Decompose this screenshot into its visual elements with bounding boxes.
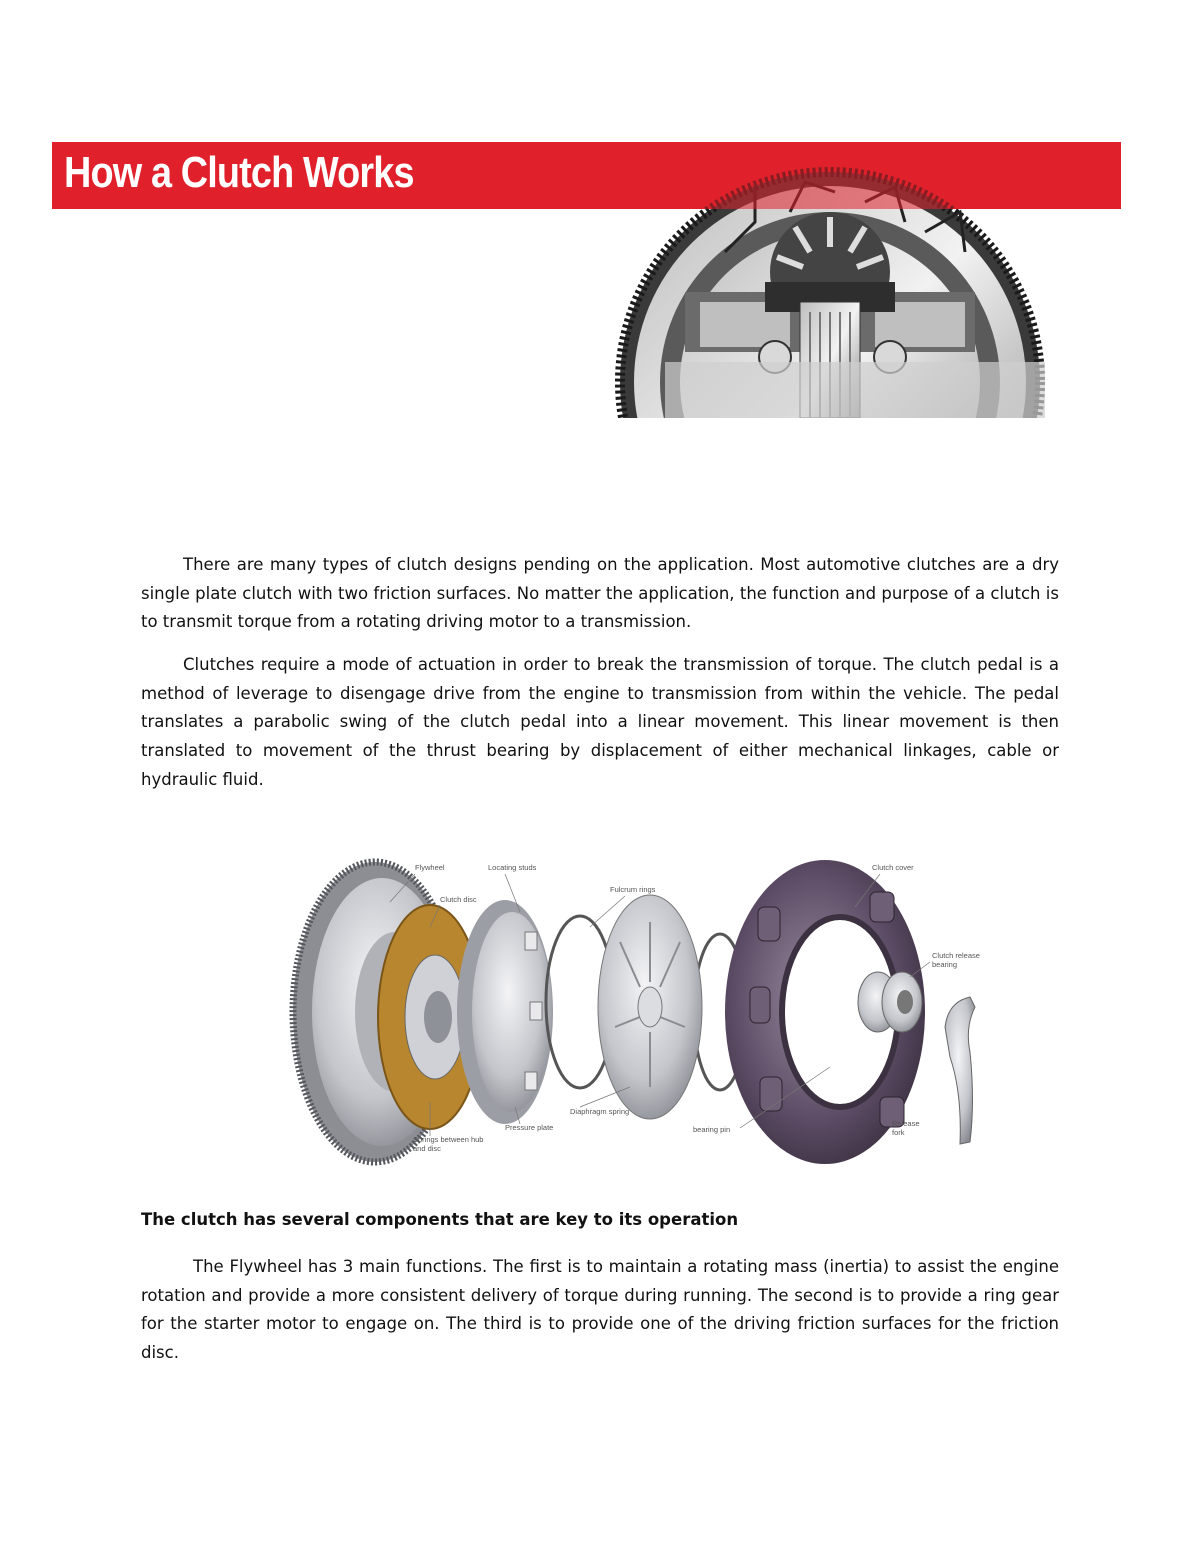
release-bearing-part <box>858 972 922 1032</box>
flywheel-paragraph <box>141 1253 1059 1368</box>
label-release-fork: Release <box>892 1119 920 1128</box>
exploded-clutch-diagram <box>280 852 1000 1172</box>
pressure-plate-part <box>457 900 553 1124</box>
label-springs-between-hub: Springs between hub <box>413 1135 484 1144</box>
label-pressure-plate: Pressure plate <box>505 1123 554 1132</box>
intro-paragraph <box>141 551 1059 637</box>
release-fork-part <box>945 997 975 1144</box>
label-bearing-pin: bearing pin <box>693 1125 731 1134</box>
intro-paragraph-text: There are many types of clutch designs pending on the application. Most automotive clutches are a dry single plate clutch with two friction surfaces. No matter the application, the function and purpose of a clutch is to transmit torque from a rotating driving motor to a transmission. <box>141 555 1059 632</box>
label-flywheel: Flywheel <box>415 863 445 872</box>
label-springs-and-disc: and disc <box>413 1144 441 1153</box>
section-heading: The clutch has several components that are key to its operation <box>141 1210 739 1229</box>
label-locating-studs: Locating studs <box>488 863 537 872</box>
label-release-fork-2: fork <box>892 1128 905 1137</box>
clutch-cutaway-illustration <box>605 142 1045 418</box>
diaphragm-spring-part <box>598 895 702 1119</box>
flywheel-paragraph-text: The Flywheel has 3 main functions. The first is to maintain a rotating mass (inertia) to assist the engine rotation and provide a more consistent delivery of torque during running. The second is to provide a ring gear for the starter motor to engage on. The third is to provide one of the driving friction surfaces for the friction disc. <box>141 1257 1059 1363</box>
label-fulcrum-rings: Fulcrum rings <box>610 885 656 894</box>
actuation-paragraph-text: Clutches require a mode of actuation in order to break the transmission of torque. The clutch pedal is a method of leverage to disengage drive from the engine to transmission from within the vehicle. The pedal translates a parabolic swing of the clutch pedal into a linear movement. This linear movement is then translated to movement of the thrust bearing by displacement of either mechanical linkages, cable or hydraulic fluid. <box>141 655 1059 789</box>
label-clutch-release-bearing-2: bearing <box>932 960 958 969</box>
label-clutch-disc: Clutch disc <box>440 895 477 904</box>
page-title: How a Clutch Works <box>64 148 414 197</box>
label-diaphragm-spring: Diaphragm spring <box>570 1107 630 1116</box>
label-clutch-release-bearing: Clutch release <box>932 951 980 960</box>
actuation-paragraph <box>141 651 1059 795</box>
label-clutch-cover: Clutch cover <box>872 863 914 872</box>
